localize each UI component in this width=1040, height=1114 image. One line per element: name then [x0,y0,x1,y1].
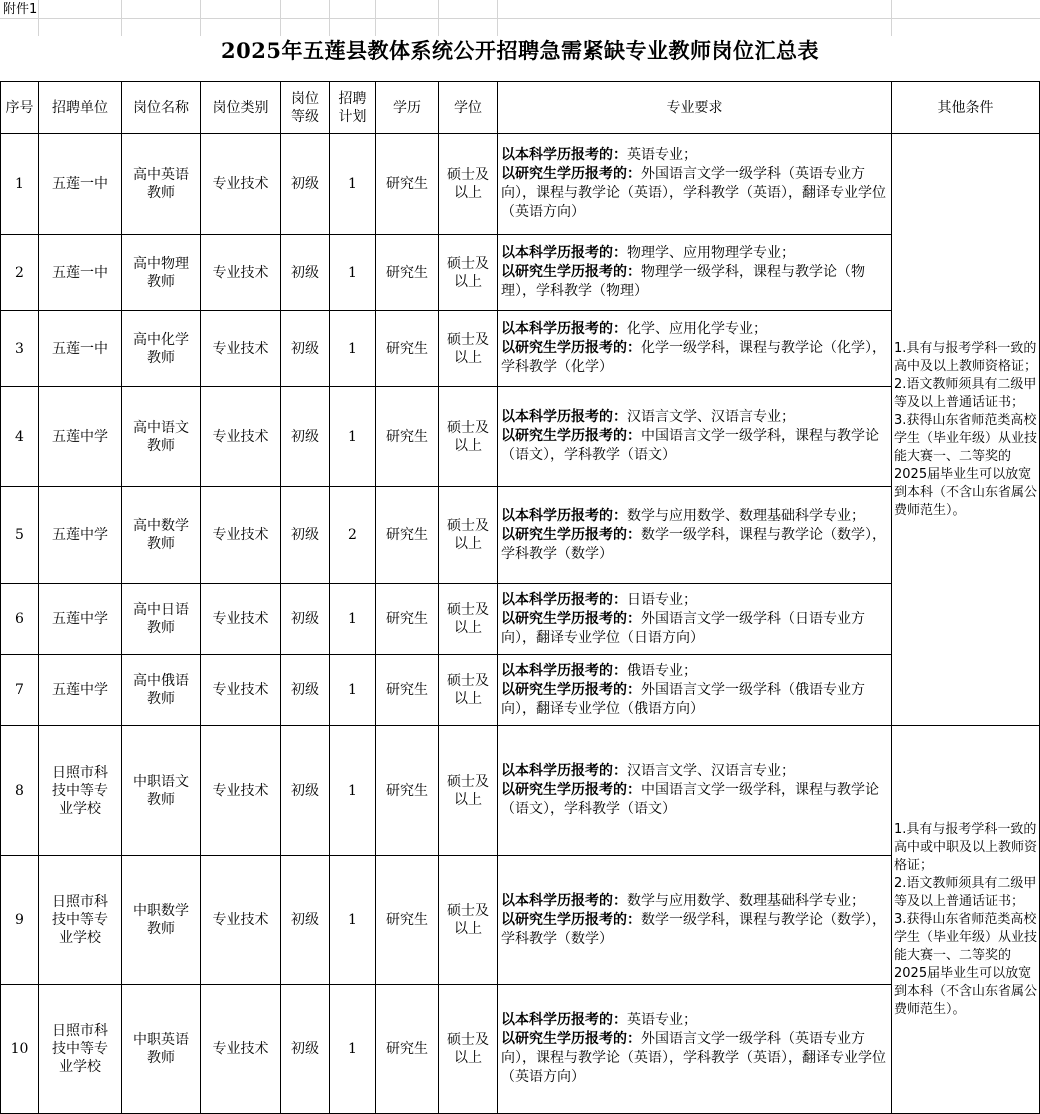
cell-plan: 1 [330,985,376,1114]
bachelor-label: 以本科学历报考的： [501,892,627,909]
cell-seq: 7 [1,655,39,726]
cell-major-requirement [498,726,892,856]
table-row [1,856,1040,985]
bachelor-requirement [501,507,888,526]
master-text: 中国语言文学一级学科，课程与教学论（语文），学科教学（语文） [501,428,879,463]
header-level: 岗位等级 [281,82,330,134]
bachelor-text: 日语专业； [627,591,697,608]
cell-position: 高中化学教师 [122,311,201,387]
cell-degree: 硕士及以上 [439,134,498,235]
cell-seq: 5 [1,487,39,584]
cell-unit: 五莲一中 [39,235,122,311]
cell-seq: 1 [1,134,39,235]
cell-major-requirement [498,235,892,311]
bachelor-requirement [501,244,888,263]
cell-plan: 1 [330,655,376,726]
cell-degree: 硕士及以上 [439,311,498,387]
bachelor-requirement [501,408,888,427]
cell-degree: 硕士及以上 [439,655,498,726]
master-text: 外国语言文学一级学科（俄语专业方向），翻译专业学位（俄语方向） [501,681,865,717]
attachment-label: 附件1 [3,2,38,17]
cell-unit: 日照市科技中等专业学校 [39,726,122,856]
cell-education: 研究生 [376,235,439,311]
master-requirement [501,781,888,819]
header-seq: 序号 [1,82,39,134]
cell-degree: 硕士及以上 [439,387,498,487]
header-degree: 学位 [439,82,498,134]
master-requirement [501,339,888,377]
cell-major-requirement [498,655,892,726]
bachelor-label: 以本科学历报考的： [501,245,627,261]
cell-category: 专业技术 [201,985,281,1114]
bachelor-text: 俄语专业； [627,662,697,679]
master-label: 以研究生学历报考的： [501,681,641,698]
master-label: 以研究生学历报考的： [501,526,641,543]
cell-level: 初级 [281,134,330,235]
table-row [1,311,1040,387]
master-requirement [501,165,888,222]
master-label: 以研究生学历报考的： [501,911,641,928]
cell-degree: 硕士及以上 [439,487,498,584]
cell-plan: 1 [330,311,376,387]
cell-level: 初级 [281,235,330,311]
cell-seq: 10 [1,985,39,1114]
master-text: 化学一级学科，课程与教学论（化学），学科教学（化学） [501,340,886,375]
master-text: 中国语言文学一级学科，课程与教学论（语文），学科教学（语文） [501,782,879,817]
cell-category: 专业技术 [201,134,281,235]
table-row [1,487,1040,584]
cell-education: 研究生 [376,985,439,1114]
cell-plan: 2 [330,487,376,584]
master-label: 以研究生学历报考的： [501,610,641,627]
master-text: 外国语言文学一级学科（英语专业方向），课程与教学论（英语），学科教学（英语），翻译专业学位（英语方向） [501,166,886,220]
header-category: 岗位类别 [201,82,281,134]
cell-unit: 五莲一中 [39,134,122,235]
cell-major-requirement [498,487,892,584]
bachelor-label: 以本科学历报考的： [501,409,627,425]
cell-plan: 1 [330,387,376,487]
table-row [1,655,1040,726]
cell-level: 初级 [281,387,330,487]
cell-level: 初级 [281,726,330,856]
cell-category: 专业技术 [201,726,281,856]
cell-level: 初级 [281,487,330,584]
cell-plan: 1 [330,726,376,856]
master-label: 以研究生学历报考的： [501,264,641,280]
gridline [38,0,39,36]
bachelor-label: 以本科学历报考的： [501,507,627,524]
master-requirement [501,526,888,564]
cell-seq: 9 [1,856,39,985]
master-text: 物理学一级学科，课程与教学论（物理），学科教学（物理） [501,264,865,299]
gridline [891,0,892,36]
bachelor-text: 汉语言文学、汉语言专业； [627,409,795,425]
header-major: 专业要求 [498,82,892,134]
table-row [1,985,1040,1114]
bachelor-text: 数学与应用数学、数理基础科学专业； [627,892,865,909]
bachelor-requirement [501,892,888,911]
cell-education: 研究生 [376,726,439,856]
gridline [329,0,330,36]
cell-position: 高中数学教师 [122,487,201,584]
gridline [375,0,376,36]
cell-position: 中职英语教师 [122,985,201,1114]
cell-unit: 五莲中学 [39,584,122,655]
gridline [280,0,281,36]
bachelor-text: 英语专业； [627,147,697,163]
bachelor-text: 英语专业； [627,1012,697,1028]
gridline [121,0,122,36]
master-requirement [501,681,888,719]
bachelor-text: 化学、应用化学专业； [627,321,767,337]
cell-position: 中职数学教师 [122,856,201,985]
bachelor-requirement [501,320,888,339]
cell-category: 专业技术 [201,387,281,487]
master-text: 外国语言文学一级学科（日语专业方向），翻译专业学位（日语方向） [501,610,865,646]
cell-education: 研究生 [376,655,439,726]
header-other: 其他条件 [892,82,1040,134]
bachelor-label: 以本科学历报考的： [501,1012,627,1028]
cell-seq: 3 [1,311,39,387]
cell-level: 初级 [281,311,330,387]
cell-plan: 1 [330,856,376,985]
master-text: 外国语言文学一级学科（英语专业方向），课程与教学论（英语），学科教学（英语），翻译专业学位（英语方向） [501,1031,886,1085]
cell-level: 初级 [281,655,330,726]
page-title: 2025年五莲县教体系统公开招聘急需紧缺专业教师岗位汇总表 [221,38,819,63]
bachelor-label: 以本科学历报考的： [501,147,627,163]
positions-table [0,81,1040,1114]
cell-unit: 五莲中学 [39,487,122,584]
cell-unit: 五莲一中 [39,311,122,387]
table-row [1,134,1040,235]
cell-plan: 1 [330,584,376,655]
header-position: 岗位名称 [122,82,201,134]
cell-major-requirement [498,311,892,387]
master-text: 数学一级学科，课程与教学论（数学），学科教学（数学） [501,911,886,947]
bachelor-label: 以本科学历报考的： [501,321,627,337]
master-requirement [501,1030,888,1087]
cell-major-requirement [498,584,892,655]
cell-unit: 五莲中学 [39,655,122,726]
bachelor-requirement [501,662,888,681]
master-label: 以研究生学历报考的： [501,428,641,444]
bachelor-text: 物理学、应用物理学专业； [627,245,795,261]
cell-unit: 日照市科技中等专业学校 [39,856,122,985]
cell-major-requirement [498,134,892,235]
gridline [497,0,498,36]
cell-level: 初级 [281,584,330,655]
cell-seq: 2 [1,235,39,311]
cell-major-requirement [498,856,892,985]
cell-education: 研究生 [376,856,439,985]
table-row [1,387,1040,487]
cell-category: 专业技术 [201,235,281,311]
master-requirement [501,911,888,949]
bachelor-label: 以本科学历报考的： [501,662,627,679]
cell-position: 中职语文教师 [122,726,201,856]
table-row [1,235,1040,311]
gridline [0,18,1040,19]
cell-education: 研究生 [376,584,439,655]
cell-plan: 1 [330,134,376,235]
bachelor-text: 数学与应用数学、数理基础科学专业； [627,507,865,524]
bachelor-label: 以本科学历报考的： [501,763,627,779]
cell-position: 高中语文教师 [122,387,201,487]
cell-major-requirement [498,985,892,1114]
master-text: 数学一级学科，课程与教学论（数学），学科教学（数学） [501,526,886,562]
cell-position: 高中日语教师 [122,584,201,655]
bachelor-text: 汉语言文学、汉语言专业； [627,763,795,779]
master-requirement [501,263,888,301]
header-plan: 招聘计划 [330,82,376,134]
cell-education: 研究生 [376,487,439,584]
cell-degree: 硕士及以上 [439,985,498,1114]
cell-education: 研究生 [376,387,439,487]
table-row [1,726,1040,856]
cell-category: 专业技术 [201,311,281,387]
table-row [1,584,1040,655]
header-education: 学历 [376,82,439,134]
gridline [200,0,201,36]
gridline [438,0,439,36]
bachelor-requirement [501,1011,888,1030]
cell-degree: 硕士及以上 [439,235,498,311]
cell-degree: 硕士及以上 [439,584,498,655]
cell-level: 初级 [281,856,330,985]
cell-degree: 硕士及以上 [439,726,498,856]
cell-position: 高中物理教师 [122,235,201,311]
master-label: 以研究生学历报考的： [501,166,641,182]
cell-position: 高中英语教师 [122,134,201,235]
cell-major-requirement [498,387,892,487]
other-conditions-vocational: 1.具有与报考学科一致的高中或中职及以上教师资格证； 2.语文教师须具有二级甲等及以上普通话证书； 3.获得山东省师范类高校学生（毕业年级）从业技能大赛一、二等奖的2025届毕业生可以放宽到本科（不含山东省属公费师范生）。 [892,726,1040,1114]
cell-level: 初级 [281,985,330,1114]
cell-unit: 五莲中学 [39,387,122,487]
header-unit: 招聘单位 [39,82,122,134]
cell-seq: 6 [1,584,39,655]
bachelor-requirement [501,591,888,610]
bachelor-requirement [501,146,888,165]
cell-position: 高中俄语教师 [122,655,201,726]
other-conditions-high-school: 1.具有与报考学科一致的高中及以上教师资格证； 2.语文教师须具有二级甲等及以上普通话证书； 3.获得山东省师范类高校学生（毕业年级）从业技能大赛一、二等奖的2025届毕业生可以放宽到本科（不含山东省属公费师范生）。 [892,134,1040,726]
master-requirement [501,427,888,465]
master-requirement [501,610,888,648]
master-label: 以研究生学历报考的： [501,782,641,798]
cell-education: 研究生 [376,311,439,387]
cell-seq: 8 [1,726,39,856]
cell-category: 专业技术 [201,856,281,985]
cell-seq: 4 [1,387,39,487]
cell-degree: 硕士及以上 [439,856,498,985]
master-label: 以研究生学历报考的： [501,340,641,356]
bachelor-label: 以本科学历报考的： [501,591,627,608]
cell-education: 研究生 [376,134,439,235]
master-label: 以研究生学历报考的： [501,1031,641,1047]
table-header-row [1,82,1040,134]
cell-plan: 1 [330,235,376,311]
cell-category: 专业技术 [201,655,281,726]
bachelor-requirement [501,762,888,781]
cell-category: 专业技术 [201,584,281,655]
cell-unit: 日照市科技中等专业学校 [39,985,122,1114]
cell-category: 专业技术 [201,487,281,584]
